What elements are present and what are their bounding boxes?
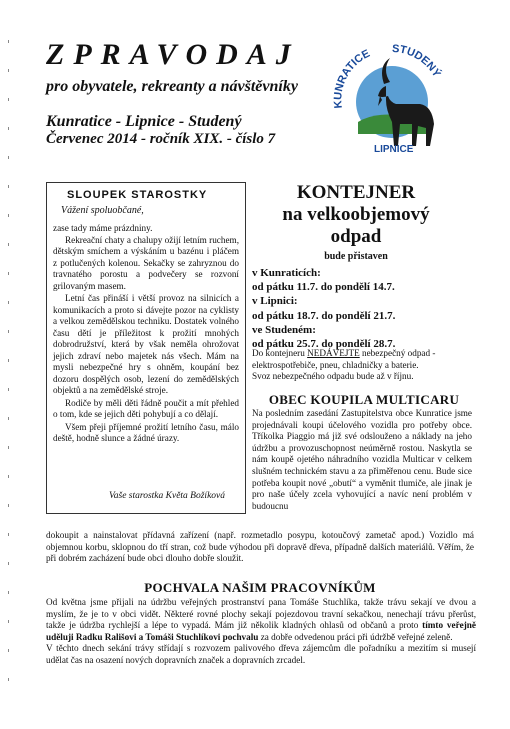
column-paragraph: zase tady máme prázdniny. xyxy=(53,223,153,233)
obec-body-continued: dokoupit a nainstalovat přídavná zařízení (např. rozmetadlo posypu, kotoučový zametač apod.) Vozidlo má objemnou korbu, sklopnou do tří stran, což bude výhodou při dopravě dřeva, případně dalších materiálů. Věřím, že při dobrém zacházení bude obci dlouho dobře sloužit. xyxy=(46,530,474,564)
note-text: Svoz nebezpečného odpadu bude až v říjnu. xyxy=(252,371,414,381)
obec-title: OBEC KOUPILA MULTICARU xyxy=(268,392,460,407)
masthead-places: Kunratice - Lipnice - Studený xyxy=(46,113,242,130)
village-logo xyxy=(320,30,460,160)
kontejner-subtitle: bude přistaven xyxy=(324,251,388,262)
starosta-column xyxy=(46,182,246,514)
kontejner-title-line: KONTEJNER xyxy=(296,182,416,203)
column-signature: Vaše starostka Květa Božíková xyxy=(109,491,226,501)
schedule-place: v Kunraticích: xyxy=(252,267,321,279)
kontejner-title-line: na velkoobjemový xyxy=(282,204,430,225)
column-paragraph: Všem přeji příjemné prožití letního času, málo deště, hodně slunce a žádné úrazy. xyxy=(53,421,239,443)
kontejner-note xyxy=(252,348,472,383)
logo-arc-left: KUNRATICE xyxy=(332,47,372,109)
pochvala-text: za dobře odvedenou práci při údržbě veřejné zeleně. xyxy=(258,631,453,642)
pochvala-text: V těchto dnech sekání trávy střídají s rozvozem palivového dřeva zájemcům dle pořadníku a mezitím si musejí udělat čas na osazení nových dopravních značek a dopravních zrcadel. xyxy=(46,643,476,665)
logo-arc-right: STUDENÝ xyxy=(391,42,443,80)
pochvala-highlight: tímto veřejně uděluji Radku Rališovi a Tomáši Stuchlíkovi pochvalu xyxy=(46,620,476,642)
masthead-issue: Červenec 2014 - ročník XIX. - číslo 7 xyxy=(46,131,276,147)
schedule-date: od pátku 25.7. do pondělí 28.7. xyxy=(252,338,396,351)
masthead-title: ZPRAVODAJ xyxy=(46,38,300,71)
logo-bottom: LIPNICE xyxy=(374,144,414,155)
schedule-place: v Lipnici: xyxy=(252,295,298,308)
pochvala-text: Od května jsme přijali na údržbu veřejných prostranství pana Tomáše Stuchlíka, takže trávu sekají ve dvou a myslím, že je to v obci vidět. Některé rovné plochy sekají pojezdovou travní sekačkou, nenechají trávu přerůst, takže je údržba rychlejší a lépe to vypadá. Mám již několik kladných ohlasů od občanů a proto xyxy=(46,597,476,631)
kontejner-title xyxy=(256,182,456,248)
schedule-date: od pátku 18.7. do pondělí 21.7. xyxy=(252,309,396,322)
obec-body: Na posledním zasedání Zastupitelstva obce Kunratice jsme projednávali koupi účelového vozidla pro potřeby obce. Tříkolka Piaggio má již své odslouženo a náklady na jeho údržbu a provozuschopnost neúměrně rostou. Naskytla se nám koupě ojetého náhradního vozidla Multicar v celkem slušném technickém stavu a za přiměřenou cenu. Bude sice potřeba koupit nové „obutí“ a vyměnit tlumiče, ale jinak je pro naše účely zcela vyhovující a navíc není problém v budoucnu xyxy=(252,408,472,511)
column-body xyxy=(53,223,239,445)
note-warning: NEDÁVEJTE xyxy=(307,348,360,358)
note-text: Do kontejneru xyxy=(252,348,308,358)
masthead-subtitle: pro obyvatele, rekreanty a návštěvníky xyxy=(46,78,298,95)
column-paragraph: Letní čas přináší i větší provoz na silnicích a komunikacích a proto si dávejte pozor na cyklisty a velkou zemědělskou techniku. Dostatek volného času dětí je příležitost k prožití mnohých dobrodružství, která by však neměla ohrožovat jejich zdraví nebo majetek nás všech. Mám na mysli nebezpečné hry s ohněm, koupání bez dozoru dospělých osob, lezení do zemědělských objektů a na zemědělské stroje. xyxy=(53,293,239,395)
schedule-place: ve Studeném: xyxy=(252,323,316,336)
column-paragraph: Rodiče by měli děti řádně poučit a mít přehled o tom, kde se jejich děti pohybují a co dělají. xyxy=(53,397,239,419)
note-text: nebezpečný odpad - elektrospotřebiče, pneu, chladničky a baterie. xyxy=(252,348,436,370)
column-title: SLOUPEK STAROSTKY xyxy=(67,189,208,201)
pochvala-title: POCHVALA NAŠIM PRACOVNÍKŮM xyxy=(144,580,376,595)
schedule-date: od pátku 11.7. do pondělí 14.7. xyxy=(252,281,395,294)
kontejner-schedule xyxy=(252,266,474,351)
pochvala-body xyxy=(46,597,476,667)
column-paragraph: Rekreační chaty a chalupy ožijí letním ruchem, dětským smíchem a výskáním u bazénu i pláčem z potlučených kolenou. Sekačky se zahryznou do travnatého porostu a podvečery se rozvoní grilovaným masem. xyxy=(53,234,239,291)
margin-marks xyxy=(8,40,10,720)
kontejner-title-line: odpad xyxy=(330,226,382,247)
column-greeting: Vážení spoluobčané, xyxy=(61,205,144,216)
